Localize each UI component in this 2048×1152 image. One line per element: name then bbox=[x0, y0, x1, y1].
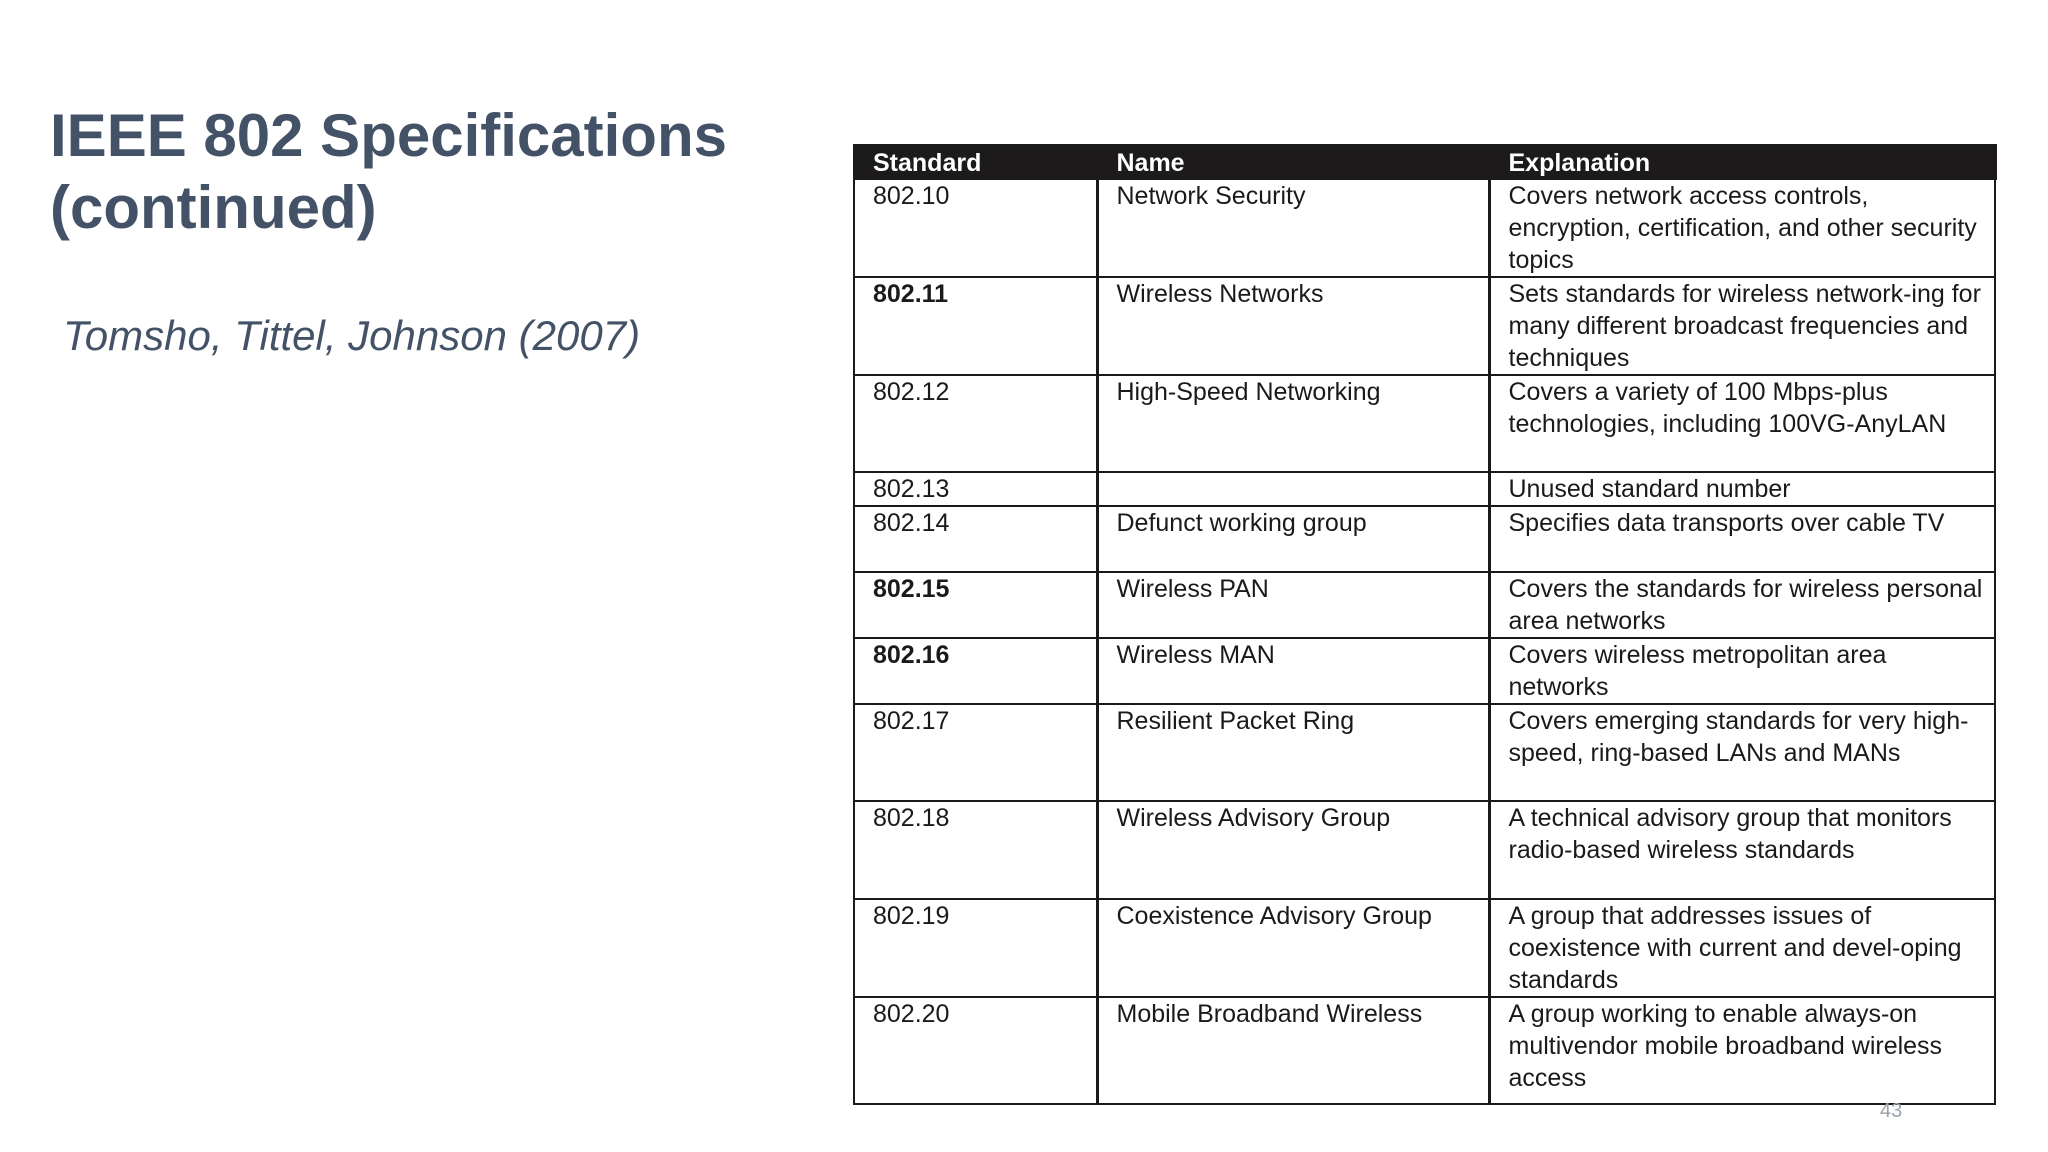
cell-explanation: Unused standard number bbox=[1489, 472, 1995, 506]
cell-standard: 802.15 bbox=[854, 572, 1097, 638]
slide-title-line2: (continued) bbox=[50, 174, 377, 241]
citation: Tomsho, Tittel, Johnson (2007) bbox=[63, 312, 641, 359]
cell-standard: 802.14 bbox=[854, 506, 1097, 572]
cell-explanation: A technical advisory group that monitors radio-based wireless standards bbox=[1489, 801, 1995, 899]
cell-name: Wireless Networks bbox=[1097, 277, 1489, 375]
page-number: 43 bbox=[1880, 1100, 1903, 1122]
cell-standard: 802.20 bbox=[854, 997, 1097, 1104]
cell-explanation: Covers network access controls, encryption, certification, and other security topics bbox=[1489, 180, 1995, 277]
cell-name: Coexistence Advisory Group bbox=[1097, 899, 1489, 997]
cell-name: Wireless Advisory Group bbox=[1097, 801, 1489, 899]
cell-name: Wireless PAN bbox=[1097, 572, 1489, 638]
table-row bbox=[854, 899, 1995, 997]
cell-explanation: Covers wireless metropolitan area networks bbox=[1489, 638, 1995, 704]
table-row bbox=[854, 704, 1995, 801]
cell-explanation: A group working to enable always-on multivendor mobile broadband wireless access bbox=[1489, 997, 1995, 1104]
header-explanation: Explanation bbox=[1489, 145, 1995, 180]
cell-standard: 802.11 bbox=[854, 277, 1097, 375]
cell-explanation: Covers the standards for wireless personal area networks bbox=[1489, 572, 1995, 638]
table-row bbox=[854, 277, 1995, 375]
cell-name: Network Security bbox=[1097, 180, 1489, 277]
cell-explanation: Specifies data transports over cable TV bbox=[1489, 506, 1995, 572]
cell-name: Wireless MAN bbox=[1097, 638, 1489, 704]
cell-standard: 802.17 bbox=[854, 704, 1097, 801]
slide-title-line1: IEEE 802 Specifications bbox=[50, 102, 727, 169]
header-name: Name bbox=[1097, 145, 1489, 180]
cell-name: High-Speed Networking bbox=[1097, 375, 1489, 472]
cell-name: Resilient Packet Ring bbox=[1097, 704, 1489, 801]
cell-explanation: Sets standards for wireless network-ing for many different broadcast frequencies and techniques bbox=[1489, 277, 1995, 375]
table-row bbox=[854, 375, 1995, 472]
table-row bbox=[854, 572, 1995, 638]
cell-standard: 802.16 bbox=[854, 638, 1097, 704]
cell-name: Mobile Broadband Wireless bbox=[1097, 997, 1489, 1104]
table-row bbox=[854, 180, 1995, 277]
cell-standard: 802.18 bbox=[854, 801, 1097, 899]
cell-explanation: Covers a variety of 100 Mbps-plus technologies, including 100VG-AnyLAN bbox=[1489, 375, 1995, 472]
cell-standard: 802.12 bbox=[854, 375, 1097, 472]
table-row bbox=[854, 638, 1995, 704]
table-row bbox=[854, 997, 1995, 1104]
cell-explanation: A group that addresses issues of coexistence with current and devel-oping standards bbox=[1489, 899, 1995, 997]
table-row bbox=[854, 801, 1995, 899]
table-row bbox=[854, 472, 1995, 506]
ieee-802-table bbox=[853, 144, 1997, 1105]
cell-explanation: Covers emerging standards for very high-speed, ring-based LANs and MANs bbox=[1489, 704, 1995, 801]
cell-name bbox=[1097, 472, 1489, 506]
cell-standard: 802.13 bbox=[854, 472, 1097, 506]
header-standard: Standard bbox=[854, 145, 1097, 180]
slide-title bbox=[50, 100, 770, 244]
table-header-row bbox=[854, 145, 1995, 180]
cell-name: Defunct working group bbox=[1097, 506, 1489, 572]
table-row bbox=[854, 506, 1995, 572]
cell-standard: 802.10 bbox=[873, 182, 950, 210]
cell-standard: 802.19 bbox=[854, 899, 1097, 997]
